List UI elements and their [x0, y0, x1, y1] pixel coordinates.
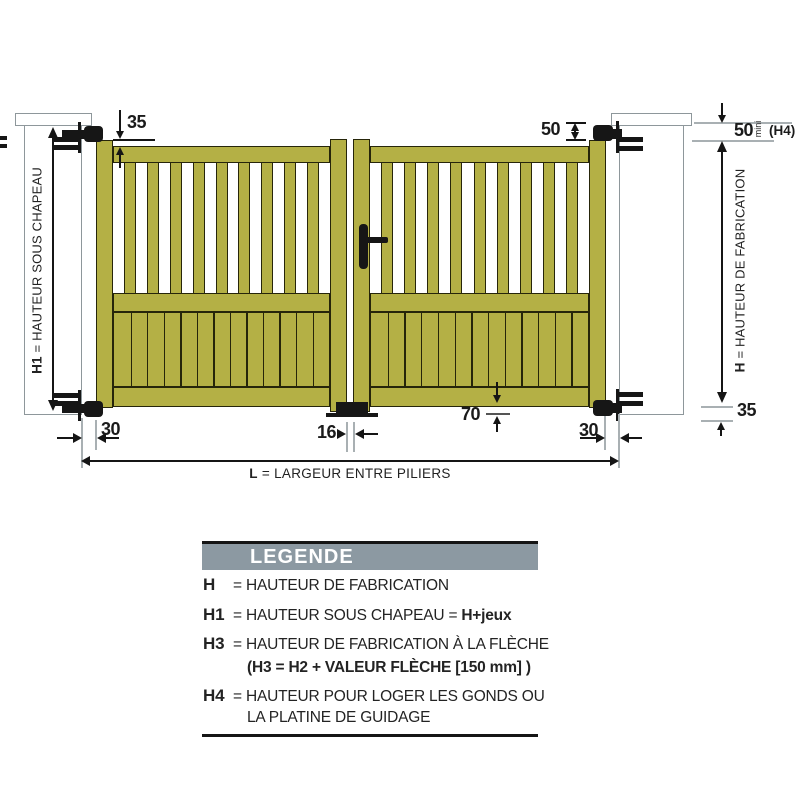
dim50tr-label: 50 — [541, 119, 561, 139]
h-label-text: = HAUTEUR DE FABRICATION — [732, 168, 748, 363]
hinge-top-left-knob-icon — [84, 126, 103, 142]
legend-row-h3-sub — [247, 659, 531, 677]
gate-bar — [238, 162, 250, 294]
dim35tl-arrow-up — [116, 147, 124, 155]
plank-joint-line — [279, 313, 280, 386]
dim30r-arrow-left — [620, 433, 629, 443]
legend-row-h3 — [203, 634, 549, 654]
gate-bar — [216, 162, 228, 294]
legend-key-h4: H4 — [203, 686, 225, 705]
plank-joint-line — [488, 313, 489, 386]
plank-joint-line — [404, 313, 405, 386]
plank-joint-line — [521, 313, 522, 386]
edge-mark2-icon — [0, 144, 7, 148]
legend-text-h4-sub: LA PLATINE DE GUIDAGE — [247, 709, 431, 726]
hinge-top-right-lug2-icon — [618, 146, 643, 151]
h-arrow-head-bottom — [717, 392, 727, 403]
h1-label-text: = HAUTEUR SOUS CHAPEAU — [29, 167, 45, 357]
l-arrow-head-right — [610, 456, 619, 466]
l-arrow-line — [89, 460, 611, 462]
left-leaf-hinge-stile — [96, 140, 113, 408]
plank-joint-line — [147, 313, 148, 386]
floor-stop-icon — [336, 402, 368, 413]
plank-joint-line — [555, 313, 556, 386]
plank-joint-line — [505, 313, 506, 386]
right-leaf-lower-panel — [370, 312, 589, 387]
dim70-arrow-line-bottom — [496, 424, 498, 432]
plank-joint-line — [263, 313, 264, 386]
dim35br-label: 35 — [737, 400, 757, 420]
hinge-bottom-right-lug-icon — [618, 392, 643, 397]
dim30r-label: 30 — [579, 420, 599, 440]
plank-joint-line — [571, 313, 572, 386]
gate-bar — [474, 162, 486, 294]
right-leaf-top-rail — [370, 146, 589, 163]
gate-bar — [427, 162, 439, 294]
dim16-ext-left — [346, 422, 348, 452]
plank-joint-line — [230, 313, 231, 386]
legend-title: LEGENDE — [250, 546, 354, 568]
right-pillar — [619, 125, 684, 415]
hinge-top-left-lug2-icon — [52, 145, 78, 150]
plank-joint-line — [246, 313, 247, 386]
legend-text-h: = HAUTEUR DE FABRICATION — [233, 577, 449, 594]
legend-key-h: H — [203, 575, 216, 594]
dim50tr-arrow-down — [571, 132, 579, 140]
dim35tl-arrow-down — [116, 131, 124, 139]
hinge-top-left-arm-icon — [62, 130, 86, 139]
right-leaf-middle-rail — [370, 293, 589, 312]
left-leaf-center-stile — [330, 139, 347, 412]
legend-text-h3-sub: (H3 = H2 + VALEUR FLÈCHE [150 mm] ) — [247, 659, 531, 676]
gate-bar — [450, 162, 462, 294]
plank-joint-line — [421, 313, 422, 386]
edge-mark-icon — [0, 136, 7, 140]
hinge-bottom-right-knob-icon — [593, 400, 613, 416]
legend-bottom-rule — [202, 734, 538, 737]
l-arrow-label — [200, 466, 500, 481]
gate-bar — [543, 162, 555, 294]
gate-bar — [124, 162, 136, 294]
dim70-label: 70 — [461, 404, 481, 424]
dim70-arrow-down — [493, 395, 501, 403]
legend-text-h3: = HAUTEUR DE FABRICATION À LA FLÈCHE — [233, 636, 549, 653]
h-arrow-line — [721, 146, 723, 396]
gate-bar — [566, 162, 578, 294]
plank-joint-line — [296, 313, 297, 386]
l-arrow-head-left — [81, 456, 90, 466]
dim35br-tick-top — [701, 406, 733, 408]
plank-joint-line — [213, 313, 214, 386]
dim35tl-ext-line — [113, 139, 155, 141]
dim35tl-label: 35 — [127, 112, 147, 132]
plank-joint-line — [131, 313, 132, 386]
hinge-bottom-left-knob-icon — [84, 401, 103, 417]
plank-joint-line — [180, 313, 181, 386]
h1-label-key: H1 — [29, 356, 45, 374]
hinge-bottom-left-arm-icon — [62, 404, 86, 413]
h4-ref-label: (H4) — [769, 123, 796, 138]
plank-joint-line — [455, 313, 456, 386]
dim35tl-arrow-line2 — [119, 155, 121, 168]
legend-row-h — [203, 575, 449, 595]
h1-arrow-line — [52, 133, 54, 409]
dim16-label: 16 — [317, 422, 337, 442]
gate-bar — [381, 162, 393, 294]
right-leaf-hinge-stile — [589, 140, 606, 408]
h-arrow-head-top — [717, 141, 727, 152]
dim30l-arrow-right — [73, 433, 82, 443]
handle-bar-icon — [365, 237, 388, 243]
hinge-top-right-knob-icon — [593, 125, 613, 141]
h1-arrow-label — [30, 131, 45, 411]
gate-bar — [261, 162, 273, 294]
left-leaf-lower-panel — [113, 312, 330, 387]
left-leaf-top-rail — [113, 146, 330, 163]
legend-row-h1 — [203, 605, 511, 625]
h4-unit-label: mini — [753, 120, 763, 138]
legend-key-h1: H1 — [203, 605, 225, 624]
plank-joint-line — [438, 313, 439, 386]
right-leaf-center-stile — [353, 139, 370, 412]
plank-joint-line — [471, 313, 472, 386]
gate-bar — [147, 162, 159, 294]
handle-icon — [359, 224, 368, 269]
dim35br-arrow-up — [717, 422, 725, 430]
plank-joint-line — [197, 313, 198, 386]
legend-key-h3: H3 — [203, 634, 225, 653]
l-label-text: = LARGEUR ENTRE PILIERS — [257, 466, 451, 481]
gate-bar — [284, 162, 296, 294]
dim35tl-arrow-line — [119, 110, 121, 131]
dim16-arrow-right — [337, 429, 346, 439]
plank-joint-line — [164, 313, 165, 386]
dim30l-tail-left — [57, 437, 74, 439]
left-leaf-middle-rail — [113, 293, 330, 312]
dim16-tail-right — [364, 433, 378, 435]
legend-header — [202, 544, 538, 570]
legend-row-h4 — [203, 686, 545, 706]
floor-stop-plate-icon — [326, 413, 378, 417]
dim16-arrow-left — [355, 429, 364, 439]
plank-joint-line — [538, 313, 539, 386]
dim30r-tail-right — [629, 437, 642, 439]
gate-bar — [497, 162, 509, 294]
hinge-bottom-left-lug-icon — [52, 393, 78, 398]
dim70-arrow-line-top — [496, 382, 498, 396]
h4-value-label: 50 — [734, 120, 754, 140]
gate-bar — [404, 162, 416, 294]
legend-row-h4-sub — [247, 709, 430, 727]
legend-text-h1-bold: H+jeux — [461, 607, 512, 624]
h4-arrow-down — [718, 115, 726, 123]
l-label-key: L — [249, 466, 258, 481]
gate-bar — [520, 162, 532, 294]
dim30l-label: 30 — [101, 419, 121, 439]
dim35br-arrow-line — [720, 430, 722, 436]
left-leaf-bottom-rail — [113, 387, 330, 407]
h-label-key: H — [732, 362, 748, 373]
dim70-arrow-up — [493, 416, 501, 424]
dim70-tick — [486, 413, 510, 415]
plank-joint-line — [313, 313, 314, 386]
plank-joint-line — [388, 313, 389, 386]
h-arrow-label — [733, 131, 748, 411]
gate-bar — [193, 162, 205, 294]
legend-text-h4: = HAUTEUR POUR LOGER LES GONDS OU — [233, 688, 545, 705]
gate-bar — [170, 162, 182, 294]
legend-text-h1: = HAUTEUR SOUS CHAPEAU = — [233, 607, 458, 624]
gate-bar — [307, 162, 319, 294]
